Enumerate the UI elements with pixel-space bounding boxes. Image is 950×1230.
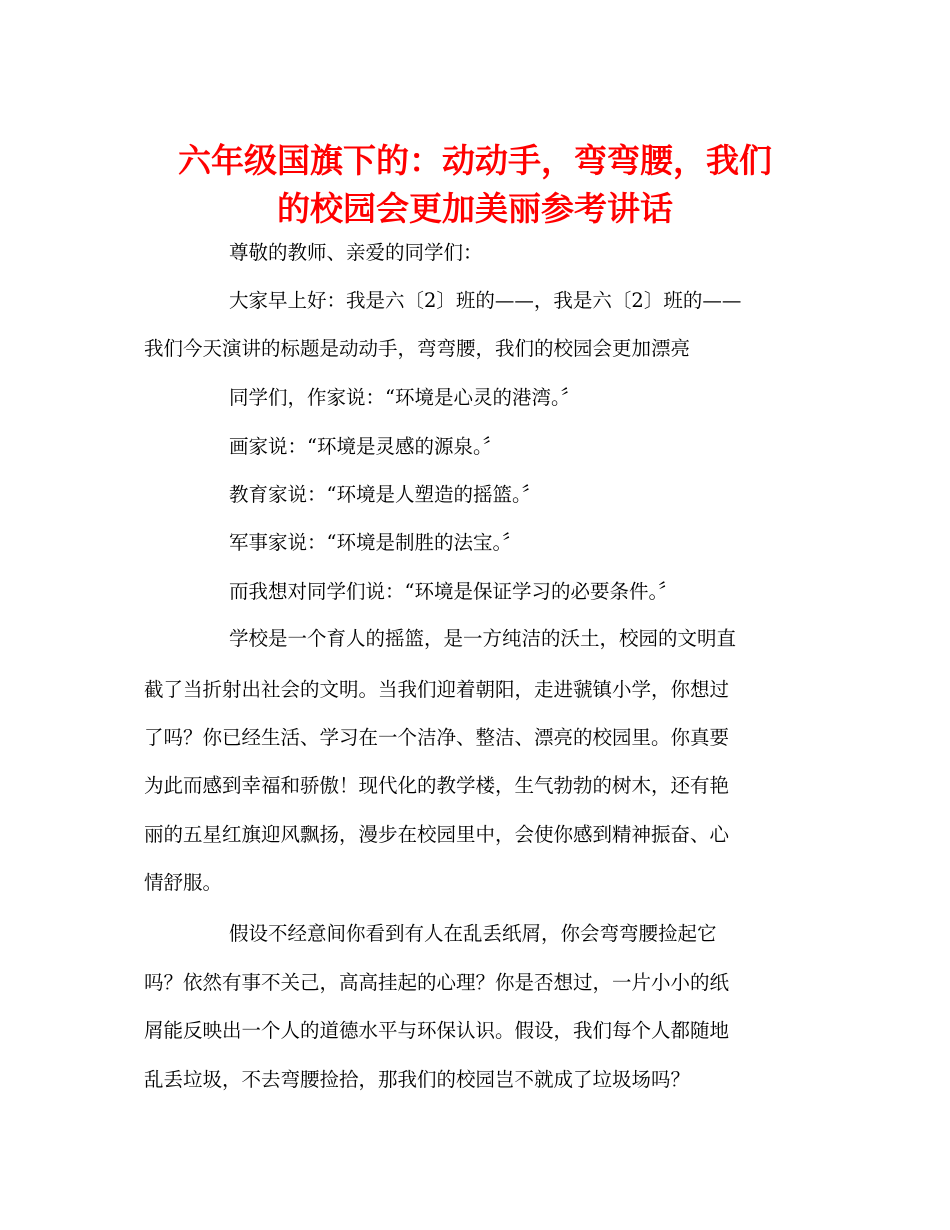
paragraph-line: 吗？依然有事不关己，高高挂起的心理？你是否想过，一片小小的纸 — [144, 971, 730, 994]
paragraph-line: 假设不经意间你看到有人在乱丢纸屑，你会弯弯腰捡起它 — [229, 922, 717, 945]
paragraph-line: 了吗？你已经生活、学习在一个洁净、整洁、漂亮的校园里。你真要 — [144, 726, 730, 749]
paragraph-line: 截了当折射出社会的文明。当我们迎着朝阳，走进虢镇小学，你想过 — [144, 678, 730, 701]
paragraph-line: 屑能反映出一个人的道德水平与环保认识。假设，我们每个人都随地 — [144, 1019, 730, 1042]
paragraph-line: 我们今天演讲的标题是动动手，弯弯腰，我们的校园会更加漂亮 — [144, 337, 691, 360]
paragraph-line: 大家早上好：我是六〔2〕班的——，我是六〔2〕班的—— — [229, 289, 742, 312]
paragraph-line: 乱丢垃圾，不去弯腰捡拾，那我们的校园岂不就成了垃圾场吗？ — [144, 1068, 691, 1091]
document-title-line-2: 的校园会更加美丽参考讲话 — [277, 189, 673, 228]
document-title-line-1: 六年级国旗下的：动动手，弯弯腰，我们 — [178, 141, 772, 180]
paragraph-line: 丽的五星红旗迎风飘扬，漫步在校园里中，会使你感到精神振奋、心 — [144, 823, 730, 846]
salutation: 尊敬的教师、亲爱的同学们： — [229, 241, 483, 264]
quote-line-writer: 同学们，作家说：“环境是心灵的港湾。〞 — [229, 386, 581, 409]
paragraph-line: 学校是一个育人的摇篮，是一方纯洁的沃土，校园的文明直 — [229, 627, 737, 650]
quote-line-speaker: 而我想对同学们说：“环境是保证学习的必要条件。〞 — [229, 580, 678, 603]
quote-line-educator: 教育家说：“环境是人塑造的摇篮。〞 — [229, 483, 542, 506]
paragraph-line: 情舒服。 — [144, 871, 223, 894]
quote-line-painter: 画家说：“环境是灵感的源泉。〞 — [229, 435, 503, 458]
quote-line-military: 军事家说：“环境是制胜的法宝。〞 — [229, 531, 522, 554]
paragraph-line: 为此而感到幸福和骄傲！现代化的教学楼，生气勃勃的树木，还有艳 — [144, 774, 730, 797]
